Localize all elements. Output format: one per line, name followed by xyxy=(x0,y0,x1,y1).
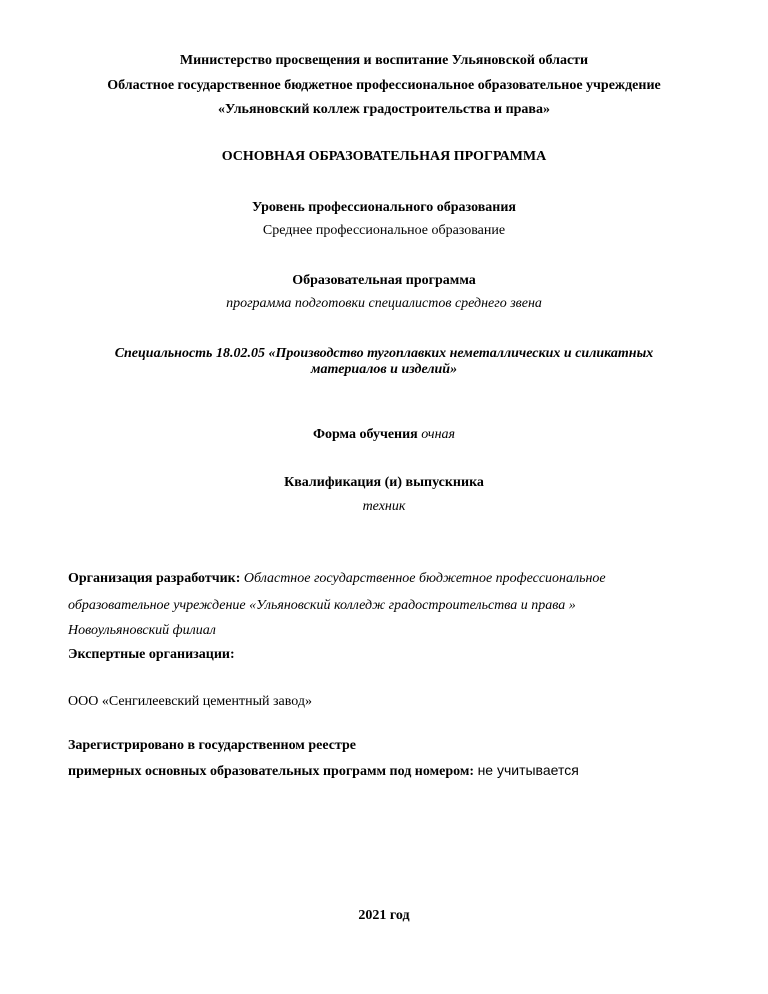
registry-label-1: Зарегистрировано в государственном реестре xyxy=(68,738,356,753)
college-name-heading: «Ульяновский коллеж градостроительства и права» xyxy=(218,102,550,117)
study-form-label: Форма обучения xyxy=(312,427,418,442)
study-form xyxy=(0,426,768,444)
educational-program-label: Образовательная программа xyxy=(292,273,476,288)
expert-orgs-label: Экспертные организации: xyxy=(68,647,235,662)
registry-value: не учитывается xyxy=(477,762,579,778)
ministry-heading: Министерство просвещения и воспитание Ульяновской области xyxy=(179,53,589,68)
program-title: ОСНОВНАЯ ОБРАЗОВАТЕЛЬНАЯ ПРОГРАММА xyxy=(221,149,547,164)
institution-type-heading: Областное государственное бюджетное профессиональное образовательное учреждение xyxy=(107,78,661,93)
year: 2021 год xyxy=(358,908,410,923)
qualification-value: техник xyxy=(362,499,406,514)
education-level-value: Среднее профессиональное образование xyxy=(262,223,506,238)
expert-orgs-value: ООО «Сенгилеевский цементный завод» xyxy=(68,694,312,709)
educational-program-value: программа подготовки специалистов среднего звена xyxy=(226,296,542,311)
developer-value-3: Новоульяновский филиал xyxy=(68,623,216,638)
developer-label: Организация разработчик: xyxy=(68,571,241,586)
study-form-value: очная xyxy=(421,427,456,442)
education-level-label: Уровень профессионального образования xyxy=(252,200,516,215)
registry-line2 xyxy=(68,761,758,781)
registry-label-2: примерных основных образовательных программ под номером: xyxy=(68,764,475,779)
developer-value-2: образовательное учреждение «Ульяновский колледж градостроительства и права » xyxy=(68,598,576,613)
specialty-line2: материалов и изделий» xyxy=(310,362,458,377)
developer-value-1: Областное государственное бюджетное профессиональное xyxy=(243,571,606,586)
qualification-label: Квалификация (и) выпускника xyxy=(284,475,484,490)
specialty-line1: Специальность 18.02.05 «Производство тугоплавких неметаллических и силикатных xyxy=(114,346,654,361)
developer-line1 xyxy=(68,570,758,588)
